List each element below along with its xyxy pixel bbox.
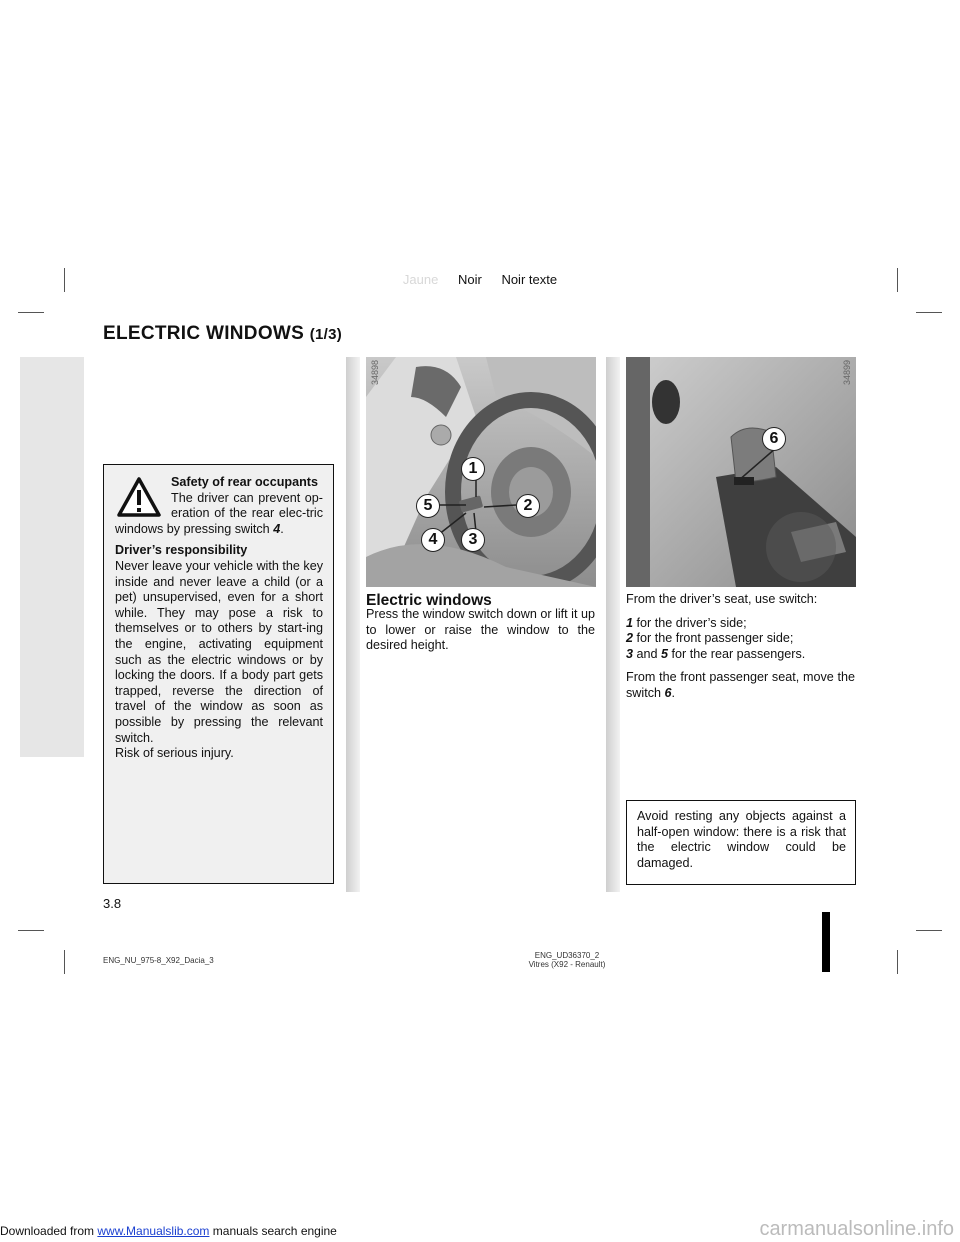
switch-ref: 6 [664, 685, 672, 700]
color-label-noir-texte: Noir texte [501, 272, 558, 287]
switch-ref: 4 [273, 521, 281, 536]
right-column-text [626, 592, 855, 710]
page-title [103, 323, 342, 345]
switch-desc: for the driver’s side; [633, 615, 747, 630]
page-title-suffix: (1/3) [309, 326, 343, 343]
switch-and: and [633, 646, 662, 661]
manualslib-link[interactable]: www.Manualslib.com [97, 1224, 210, 1238]
warning-text-driver: Never leave your vehicle with the key inside and never leave a child (or a pet) unsupervised, even for a short while. They may pose a risk to themselves or to others by start-ing the engine, activating equipment such as the electric windows or by locking the doors. If a body part gets trapped, reverse the direction of travel of the window as soon as possible by pressing the relevant switch. [115, 558, 323, 745]
dashboard-photo [366, 357, 596, 587]
section-body [366, 607, 595, 662]
note-box [626, 800, 856, 885]
footer-ref-desc: Vitres (X92 - Renault) [528, 960, 606, 969]
column-divider [606, 357, 620, 892]
switch-desc: for the front passenger side; [633, 631, 794, 646]
figure-code: 34899 [842, 359, 852, 385]
switch-num: 5 [661, 646, 669, 661]
page-number: 3.8 [103, 896, 122, 911]
figure-code: 34898 [370, 359, 380, 385]
download-banner [0, 1218, 960, 1242]
column-divider [346, 357, 360, 892]
crop-mark [18, 312, 44, 313]
section-body-text: Press the window switch down or lift it up to lower or raise the window to the desired height. [366, 607, 595, 653]
note-text: Avoid resting any objects against a half-open window: there is a risk that the electric window could be damaged. [637, 809, 846, 870]
warning-heading-driver: Driver’s responsibility [115, 543, 248, 558]
thumb-index-bar [822, 912, 830, 972]
crop-mark [897, 950, 898, 974]
callout-1: 1 [461, 457, 485, 481]
switch-intro: From the driver’s seat, use switch: [626, 592, 818, 606]
color-separation-bar [0, 272, 960, 287]
switch-list [626, 616, 855, 663]
switch-num: 3 [626, 646, 634, 661]
crop-mark [916, 930, 942, 931]
callout-4: 4 [421, 528, 445, 552]
warning-triangle-icon [117, 477, 161, 517]
callout-2: 2 [516, 494, 540, 518]
crop-mark [916, 312, 942, 313]
punctuation: . [671, 685, 676, 700]
banner-prefix: Downloaded from [0, 1224, 98, 1238]
crop-mark [64, 950, 65, 974]
banner-left [0, 1224, 337, 1238]
footer-left: ENG_NU_975-8_X92_Dacia_3 [103, 956, 214, 965]
switch-desc: for the rear passengers. [668, 646, 806, 661]
footer-ref-code: ENG_UD36370_2 [534, 951, 600, 960]
color-label-noir: Noir [457, 272, 482, 287]
color-label-jaune: Jaune [402, 272, 439, 287]
section-heading: Electric windows [366, 592, 492, 609]
watermark-text: carmanualsonline.info [759, 1218, 954, 1240]
warning-risk-text: Risk of serious injury. [115, 746, 234, 761]
crop-mark [18, 930, 44, 931]
chapter-side-tab [20, 357, 84, 757]
passenger-text: From the front passenger seat, move the switch [626, 670, 855, 700]
warning-heading-rear: Safety of rear occupants [171, 475, 318, 489]
banner-suffix: manuals search engine [209, 1224, 337, 1238]
warning-box [103, 464, 334, 884]
switch-num: 1 [626, 615, 634, 630]
page-title-text: ELECTRIC WINDOWS [103, 323, 305, 344]
callout-5: 5 [416, 494, 440, 518]
callout-6: 6 [762, 427, 786, 451]
punctuation: . [280, 521, 284, 536]
callout-3: 3 [461, 528, 485, 552]
footer-right [527, 951, 607, 969]
warning-text-rear: The driver can prevent op-eration of the rear elec-tric windows by pressing switch [115, 490, 323, 536]
door-panel-photo [626, 357, 856, 587]
switch-num: 2 [626, 631, 634, 646]
